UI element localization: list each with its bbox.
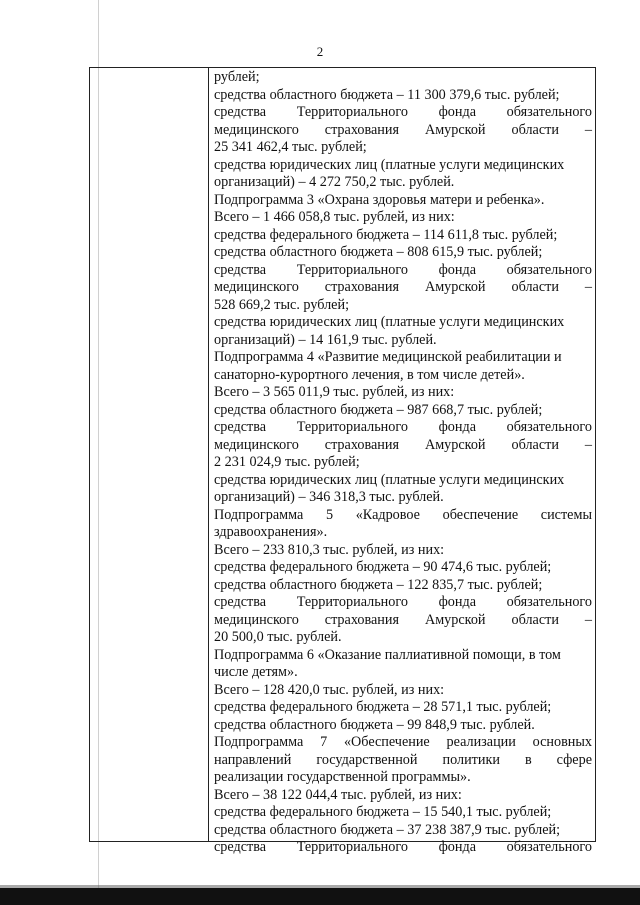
- text-word: основных: [532, 734, 592, 750]
- text-word: медицинского: [214, 611, 299, 628]
- text-word: Территориального: [296, 104, 408, 120]
- text-word: страхования: [324, 436, 399, 453]
- text-line: 2 231 024,9 тыс. рублей;: [214, 454, 360, 470]
- text-line: средства юридических лиц (платные услуги медицинских: [214, 471, 565, 488]
- text-line: средства юридических лиц (платные услуги медицинских: [214, 314, 565, 330]
- text-line: 528 669,2 тыс. рублей;: [214, 296, 350, 313]
- text-word: страхования: [324, 611, 399, 628]
- text-word: политики: [442, 751, 500, 768]
- text-word: обеспечение: [442, 506, 519, 523]
- text-word: медицинского: [214, 436, 299, 453]
- text-word: Подпрограмма: [214, 734, 304, 750]
- text-word: Амурской: [424, 121, 486, 138]
- text-line: средства федерального бюджета – 90 474,6 тыс. рублей;: [214, 559, 552, 575]
- scan-border: [0, 888, 640, 905]
- text-line: Всего – 233 810,3 тыс. рублей, из них:: [214, 541, 445, 558]
- text-line: средства областного бюджета – 37 238 387,9 тыс. рублей;: [214, 821, 561, 838]
- text-word: области: [511, 279, 559, 295]
- text-word: в: [524, 751, 532, 768]
- text-word: медицинского: [214, 121, 299, 138]
- text-line: средства федерального бюджета – 28 571,1 тыс. рублей;: [214, 699, 552, 715]
- text-word: Территориального: [296, 261, 408, 278]
- text-word: обязательного: [506, 419, 592, 435]
- text-line: Всего – 3 565 011,9 тыс. рублей, из них:: [214, 384, 455, 400]
- text-line: Всего – 128 420,0 тыс. рублей, из них:: [214, 681, 445, 698]
- text-word: Территориального: [296, 594, 408, 610]
- text-word: «Обеспечение: [343, 734, 430, 750]
- text-word: обязательного: [506, 594, 592, 610]
- text-line: [214, 419, 592, 437]
- text-line: рублей;: [214, 69, 260, 85]
- text-word: системы: [540, 506, 592, 523]
- text-line: [214, 437, 592, 455]
- text-word: –: [584, 121, 592, 138]
- text-line: [214, 507, 592, 525]
- text-word: обязательного: [506, 104, 592, 120]
- text-line: средства юридических лиц (платные услуги медицинских: [214, 156, 565, 173]
- text-word: фонда: [438, 419, 476, 435]
- text-line: Подпрограмма 3 «Охрана здоровья матери и ребенка».: [214, 191, 545, 208]
- text-line: средства областного бюджета – 11 300 379,6 тыс. рублей;: [214, 86, 560, 103]
- text-line: [214, 734, 592, 752]
- text-line: средства федерального бюджета – 15 540,1 тыс. рублей;: [214, 804, 552, 820]
- text-line: [214, 612, 592, 630]
- text-word: –: [584, 436, 592, 453]
- text-word: страхования: [324, 279, 399, 295]
- text-line: средства областного бюджета – 99 848,9 тыс. рублей.: [214, 716, 535, 733]
- text-line: Подпрограмма 4 «Развитие медицинской реабилитации и: [214, 349, 562, 365]
- text-word: сфере: [556, 751, 592, 768]
- text-line: санаторно-курортного лечения, в том числе детей».: [214, 366, 525, 383]
- text-word: 7: [320, 734, 328, 750]
- text-word: Территориального: [296, 419, 408, 435]
- text-line: [214, 262, 592, 280]
- text-word: средства: [214, 104, 267, 120]
- text-word: Подпрограмма: [214, 506, 304, 523]
- text-word: обязательного: [506, 839, 592, 855]
- column-divider: [208, 68, 209, 841]
- text-line: Всего – 38 122 044,4 тыс. рублей, из них:: [214, 786, 462, 803]
- text-line: здравоохранения».: [214, 524, 328, 540]
- text-word: фонда: [438, 839, 476, 855]
- text-line: средства федерального бюджета – 114 611,8 тыс. рублей;: [214, 226, 558, 243]
- text-word: реализации: [446, 734, 516, 750]
- page-number: 2: [316, 44, 324, 59]
- text-word: Амурской: [424, 279, 486, 295]
- text-word: страхования: [324, 121, 399, 138]
- text-line: Подпрограмма 6 «Оказание паллиативной помощи, в том: [214, 646, 561, 663]
- text-word: –: [584, 611, 592, 628]
- text-line: [214, 104, 592, 122]
- text-word: фонда: [438, 594, 476, 610]
- text-line: организаций) – 4 272 750,2 тыс. рублей.: [214, 174, 455, 190]
- text-line: средства областного бюджета – 808 615,9 тыс. рублей;: [214, 244, 543, 260]
- text-word: Амурской: [424, 436, 486, 453]
- text-word: фонда: [438, 261, 476, 278]
- text-word: направлений: [214, 751, 292, 768]
- text-word: –: [584, 279, 592, 295]
- text-word: средства: [214, 419, 267, 435]
- text-word: средства: [214, 261, 267, 278]
- text-line: числе детям».: [214, 664, 298, 680]
- text-word: области: [511, 611, 559, 628]
- text-line: средства областного бюджета – 987 668,7 тыс. рублей;: [214, 401, 543, 418]
- text-line: 20 500,0 тыс. рублей.: [214, 629, 342, 645]
- text-line: [214, 122, 592, 140]
- text-line: средства областного бюджета – 122 835,7 тыс. рублей;: [214, 576, 543, 593]
- funding-description-cell: [214, 69, 592, 857]
- text-word: фонда: [438, 104, 476, 120]
- text-word: государственной: [316, 751, 418, 768]
- text-line: [214, 594, 592, 612]
- text-line: [214, 279, 592, 297]
- text-word: медицинского: [214, 279, 299, 295]
- text-word: средства: [214, 839, 267, 855]
- text-word: 5: [325, 506, 334, 523]
- text-word: средства: [214, 594, 267, 610]
- text-word: Территориального: [296, 839, 408, 855]
- text-word: области: [511, 436, 559, 453]
- text-word: обязательного: [506, 261, 592, 278]
- text-line: [214, 839, 592, 857]
- text-word: «Кадровое: [355, 506, 420, 523]
- text-line: организаций) – 14 161,9 тыс. рублей.: [214, 331, 437, 348]
- text-word: области: [511, 121, 559, 138]
- text-line: Всего – 1 466 058,8 тыс. рублей, из них:: [214, 209, 455, 225]
- text-line: [214, 752, 592, 770]
- text-word: Амурской: [424, 611, 486, 628]
- text-line: организаций) – 346 318,3 тыс. рублей.: [214, 489, 444, 505]
- text-line: 25 341 462,4 тыс. рублей;: [214, 139, 367, 155]
- program-table: [89, 67, 596, 855]
- text-line: реализации государственной программы».: [214, 769, 471, 785]
